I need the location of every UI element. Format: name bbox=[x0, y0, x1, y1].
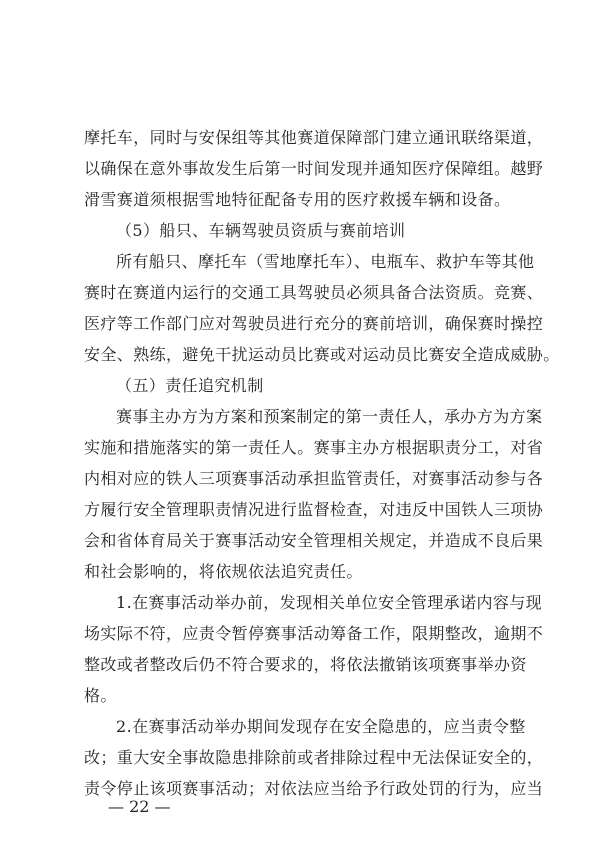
numbered-item-line: 2.在赛事活动举办期间发现存在安全隐患的，应当责令整 bbox=[116, 717, 526, 736]
body-text-line: 责令停止该项赛事活动；对依法应当给予行政处罚的行为，应当 bbox=[84, 779, 544, 798]
section-heading: （五）责任追究机制 bbox=[116, 376, 264, 395]
body-text-line: 和社会影响的，将依规依法追究责任。 bbox=[84, 562, 363, 581]
body-text-line: 赛时在赛道内运行的交通工具驾驶员必须具备合法资质。竞赛、 bbox=[84, 283, 544, 302]
body-text-line: 方履行安全管理职责情况进行监督检查，对违反中国铁人三项协 bbox=[84, 500, 544, 519]
body-text-line: 格。 bbox=[84, 686, 117, 705]
body-text-line: 滑雪赛道须根据雪地特征配备专用的医疗救援车辆和设备。 bbox=[84, 190, 511, 209]
body-text-line: 以确保在意外事故发生后第一时间发现并通知医疗保障组。越野 bbox=[84, 159, 544, 178]
body-text-line: 实施和措施落实的第一责任人。赛事主办方根据职责分工，对省 bbox=[84, 438, 544, 457]
page-number: — 22 — bbox=[108, 797, 171, 816]
body-text-line: 安全、熟练，避免干扰运动员比赛或对运动员比赛安全造成威胁。 bbox=[84, 345, 560, 364]
body-text-line: 场实际不符，应责令暂停赛事活动筹备工作，限期整改，逾期不 bbox=[84, 624, 544, 643]
body-text-line: 所有船只、摩托车（雪地摩托车）、电瓶车、救护车等其他 bbox=[116, 252, 535, 271]
body-text-line: 改；重大安全事故隐患排除前或者排除过程中无法保证安全的， bbox=[84, 748, 544, 767]
body-text-line: 会和省体育局关于赛事活动安全管理相关规定，并造成不良后果 bbox=[84, 531, 544, 550]
subsection-heading: （5）船只、车辆驾驶员资质与赛前培训 bbox=[116, 221, 406, 240]
body-text-line: 摩托车，同时与安保组等其他赛道保障部门建立通讯联络渠道， bbox=[84, 128, 544, 147]
body-text-line: 赛事主办方为方案和预案制定的第一责任人，承办方为方案 bbox=[116, 407, 543, 426]
body-text-line: 内相对应的铁人三项赛事活动承担监管责任，对赛事活动参与各 bbox=[84, 469, 544, 488]
numbered-item-line: 1.在赛事活动举办前，发现相关单位安全管理承诺内容与现 bbox=[116, 593, 543, 612]
body-text-line: 整改或者整改后仍不符合要求的，将依法撤销该项赛事举办资 bbox=[84, 655, 527, 674]
body-text-line: 医疗等工作部门应对驾驶员进行充分的赛前培训，确保赛时操控 bbox=[84, 314, 544, 333]
